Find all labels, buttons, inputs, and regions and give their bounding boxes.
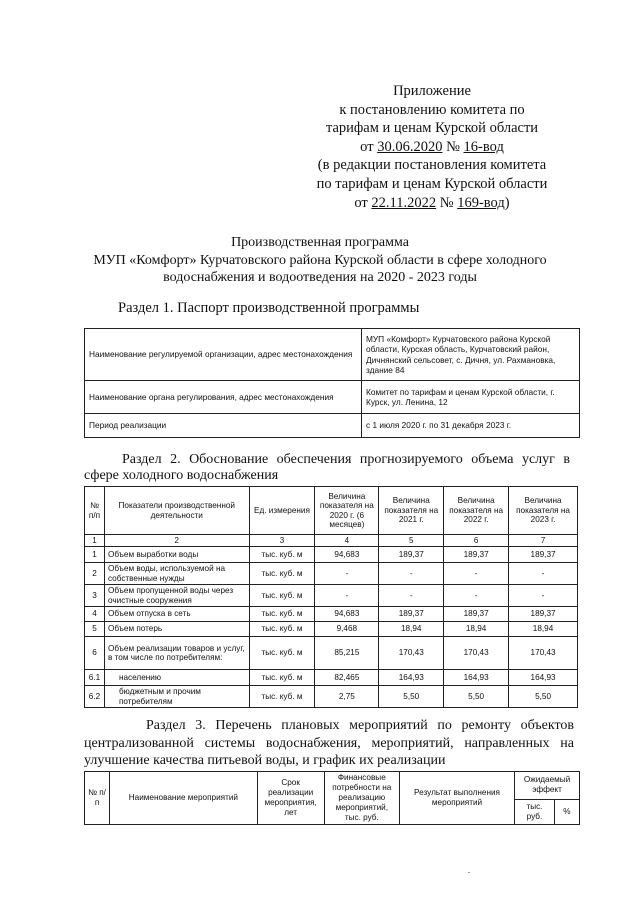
row-indicator: Объем потерь [104, 622, 249, 637]
section-3-heading-line-1: Раздел 3. Перечень плановых мероприятий по ремонту объектов [146, 718, 574, 733]
row-value-2020: 94,683 [315, 607, 379, 622]
row-value-2023: 189,37 [509, 547, 578, 563]
header-2020: Величина показателя на 2020 г. (6 месяцев) [315, 487, 379, 535]
table-row [85, 547, 578, 563]
appendix-line-7-no: № [436, 194, 458, 211]
row-value-2022: 18,94 [444, 622, 509, 637]
header-effect: Ожидаемый эффект [515, 772, 580, 800]
row-value-2022: 189,37 [444, 607, 509, 622]
header-2023: Величина показателя на 2023 г. [509, 487, 578, 535]
row-unit: тыс. куб. м [249, 686, 315, 708]
row-value-2023: 170,43 [509, 637, 578, 670]
table-row [85, 585, 578, 607]
index-cell: 5 [379, 535, 444, 547]
passport-row [85, 381, 580, 414]
resolution-date: 30.06.2020 [377, 138, 443, 155]
title-line-1: Производственная программа [231, 235, 409, 250]
table-header-row [85, 487, 578, 535]
row-unit: тыс. куб. м [249, 622, 315, 637]
row-value-2022: - [444, 563, 509, 585]
row-value-2020: 9,468 [315, 622, 379, 637]
title-line-2: МУП «Комфорт» Курчатовского района Курской области в сфере холодного [93, 252, 547, 268]
row-value-2022: 164,93 [444, 670, 509, 686]
table-header-row [85, 772, 580, 800]
header-num: № п/п [85, 772, 110, 825]
header-finance: Финансовые потребности на реализацию мероприятий, тыс. руб. [324, 772, 399, 825]
row-value-2020: 85,215 [315, 637, 379, 670]
index-cell: 7 [509, 535, 578, 547]
volume-table [84, 486, 578, 708]
passport-label: Наименование регулируемой организации, адрес местонахождения [85, 329, 362, 381]
row-value-2020: - [315, 585, 379, 607]
row-value-2021: - [379, 585, 444, 607]
table-row [85, 563, 578, 585]
row-value-2021: 189,37 [379, 607, 444, 622]
row-value-2022: - [444, 585, 509, 607]
section-3-heading-line-2: централизованной системы водоснабжения, мероприятий, направленных на [84, 735, 574, 751]
row-indicator: Объем отпуска в сеть [104, 607, 249, 622]
row-value-2023: 189,37 [509, 607, 578, 622]
row-num: 3 [85, 585, 105, 607]
row-unit: тыс. куб. м [249, 547, 315, 563]
row-num: 2 [85, 563, 105, 585]
header-measure-name: Наименование мероприятий [110, 772, 258, 825]
header-effect-percent: % [554, 799, 579, 824]
column-index-row [85, 535, 578, 547]
row-indicator: бюджетным и прочим потребителям [104, 686, 249, 708]
row-unit: тыс. куб. м [249, 585, 315, 607]
header-result: Результат выполнения мероприятий [399, 772, 514, 825]
row-unit: тыс. куб. м [249, 670, 315, 686]
header-unit: Ед. измерения [249, 487, 315, 535]
row-indicator: Объем реализации товаров и услуг, в том числе по потребителям: [104, 637, 249, 670]
passport-value: Комитет по тарифам и ценам Курской области, г. Курск, ул. Ленина, 12 [362, 381, 580, 414]
row-num: 1 [85, 547, 105, 563]
row-value-2021: 18,94 [379, 622, 444, 637]
section-3-heading [84, 717, 574, 770]
appendix-line-2: к постановлению комитета по [339, 101, 525, 118]
row-unit: тыс. куб. м [249, 637, 315, 670]
table-row [85, 622, 578, 637]
row-value-2022: 170,43 [444, 637, 509, 670]
row-value-2020: - [315, 563, 379, 585]
index-cell: 3 [249, 535, 315, 547]
row-indicator: Объем воды, используемой на собственные нужды [104, 563, 249, 585]
row-value-2021: 170,43 [379, 637, 444, 670]
section-2-heading-line-1: Раздел 2. Обоснование обеспечения прогнозируемого объема услуг в [122, 452, 570, 467]
row-num: 4 [85, 607, 105, 622]
section-3-heading-line-3: улучшение качества питьевой воды, и график их реализации [84, 753, 446, 768]
index-cell: 4 [315, 535, 379, 547]
row-value-2020: 82,465 [315, 670, 379, 686]
program-title [60, 234, 580, 287]
appendix-line-6: по тарифам и ценам Курской области [316, 175, 548, 192]
appendix-line-7 [302, 194, 562, 213]
row-value-2023: - [509, 585, 578, 607]
passport-row [85, 329, 580, 381]
index-cell: 1 [85, 535, 105, 547]
row-value-2022: 5,50 [444, 686, 509, 708]
amendment-date: 22.11.2022 [371, 194, 437, 211]
scan-speck [468, 872, 470, 873]
header-2021: Величина показателя на 2021 г. [379, 487, 444, 535]
amendment-number: 169-вод [457, 194, 505, 211]
row-value-2022: 189,37 [444, 547, 509, 563]
appendix-line-3: тарифам и ценам Курской области [325, 120, 539, 137]
measures-table [84, 771, 580, 825]
row-unit: тыс. куб. м [249, 607, 315, 622]
row-indicator: населению [104, 670, 249, 686]
passport-row [85, 414, 580, 438]
index-cell: 2 [104, 535, 249, 547]
appendix-header [302, 82, 562, 212]
row-num: 6.2 [85, 686, 105, 708]
header-term: Срок реализации мероприятия, лет [257, 772, 324, 825]
appendix-line-4-no: № [442, 138, 464, 155]
appendix-line-4 [302, 138, 562, 157]
appendix-line-4-prefix: от [360, 138, 378, 155]
row-num: 6 [85, 637, 105, 670]
table-row [85, 607, 578, 622]
passport-table [84, 328, 580, 438]
passport-label: Период реализации [85, 414, 362, 438]
table-row [85, 686, 578, 708]
header-indicator: Показатели производственной деятельности [104, 487, 249, 535]
row-value-2020: 94,683 [315, 547, 379, 563]
row-unit: тыс. куб. м [249, 563, 315, 585]
row-indicator: Объем выработки воды [104, 547, 249, 563]
resolution-number: 16-вод [463, 138, 504, 155]
index-cell: 6 [444, 535, 509, 547]
section-1-heading: Раздел 1. Паспорт производственной программы [118, 300, 420, 316]
appendix-line-7-prefix: от [354, 194, 372, 211]
passport-label: Наименование органа регулирования, адрес местонахождения [85, 381, 362, 414]
section-2-heading-line-2: сфере холодного водоснабжения [84, 468, 279, 483]
title-line-3: водоснабжения и водоотведения на 2020 - 2023 годы [163, 270, 477, 285]
header-effect-rub: тыс. руб. [515, 799, 555, 824]
passport-value: МУП «Комфорт» Курчатовского района Курской области, Курская область, Курчатовский район, Дичнянский сельсовет, с. Дичня, ул. Рахмановка, здание 84 [362, 329, 580, 381]
table-row [85, 670, 578, 686]
appendix-line-1: Приложение [393, 83, 471, 99]
passport-value: с 1 июля 2020 г. по 31 декабря 2023 г. [362, 414, 580, 438]
row-value-2020: 2,75 [315, 686, 379, 708]
row-value-2023: 18,94 [509, 622, 578, 637]
row-value-2023: 164,93 [509, 670, 578, 686]
row-value-2021: 164,93 [379, 670, 444, 686]
row-value-2021: - [379, 563, 444, 585]
row-num: 6.1 [85, 670, 105, 686]
row-num: 5 [85, 622, 105, 637]
header-num: № п/п [85, 487, 105, 535]
row-value-2023: 5,50 [509, 686, 578, 708]
row-value-2021: 189,37 [379, 547, 444, 563]
header-2022: Величина показателя на 2022 г. [444, 487, 509, 535]
row-value-2023: - [509, 563, 578, 585]
row-indicator: Объем пропущенной воды через очистные сооружения [104, 585, 249, 607]
appendix-line-7-suffix: ) [504, 194, 510, 211]
appendix-line-5: (в редакции постановления комитета [317, 157, 547, 174]
table-row [85, 637, 578, 670]
row-value-2021: 5,50 [379, 686, 444, 708]
section-2-heading [84, 452, 570, 484]
